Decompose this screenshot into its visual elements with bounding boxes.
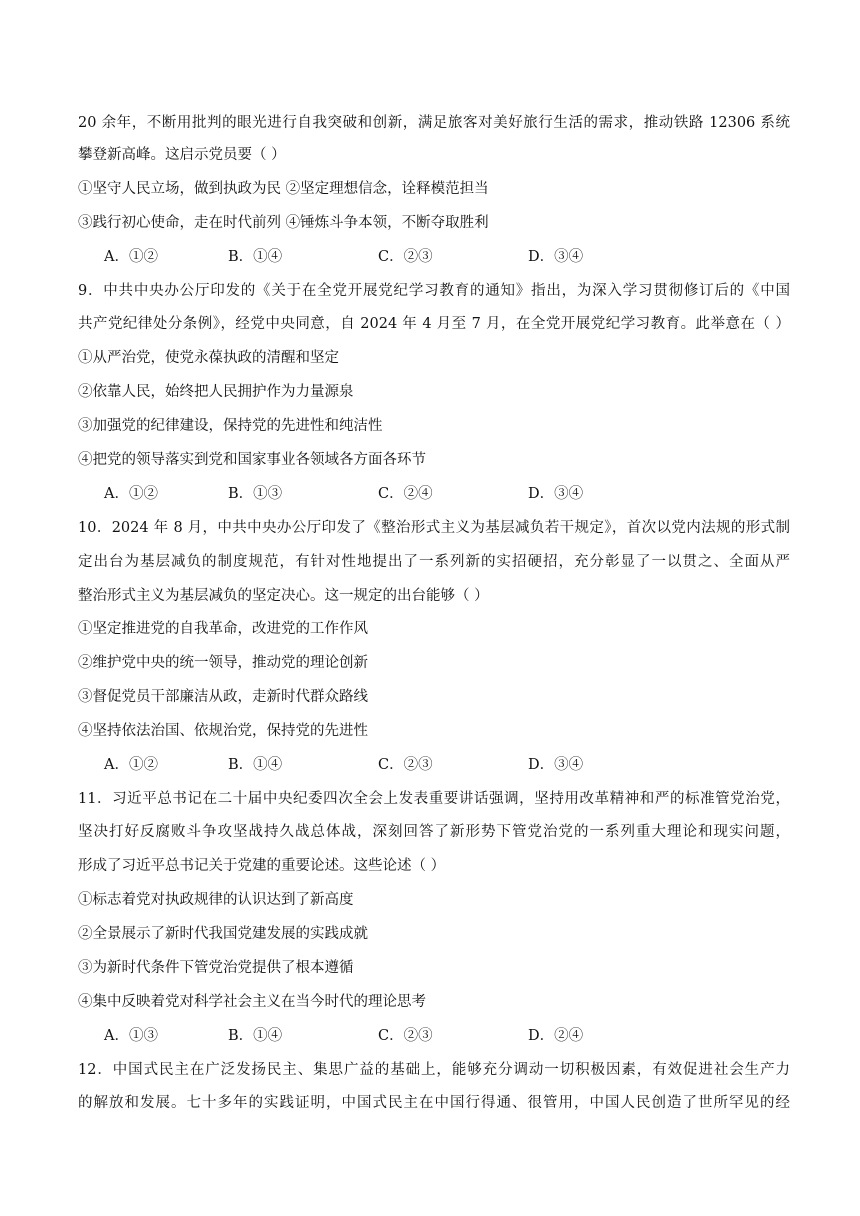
q9-stem-line-1: 9．中共中央办公厅印发的《关于在全党开展党纪学习教育的通知》指出，为深入学习贯彻修订后的《中国 bbox=[78, 283, 790, 299]
q10-option-a[interactable]: A．①② bbox=[104, 757, 158, 773]
q10-stem-line-2: 定出台为基层减负的制度规范，有针对性地提出了一系列新的实招硬招，充分彰显了一以贯之、全面从严 bbox=[78, 554, 790, 570]
q9-option-c[interactable]: C．②④ bbox=[378, 486, 433, 502]
q10-option-b[interactable]: B．①④ bbox=[228, 757, 283, 773]
q10-stem-line-1: 10．2024 年 8 月，中共中央办公厅印发了《整治形式主义为基层减负若干规定》，首次以党内法规的形式制 bbox=[78, 520, 790, 536]
q11-statement-4: ④集中反映着党对科学社会主义在当今时代的理论思考 bbox=[78, 994, 426, 1010]
q11-statement-3: ③为新时代条件下管党治党提供了根本遵循 bbox=[78, 960, 354, 976]
q12-stem-line-2: 的解放和发展。七十多年的实践证明，中国式民主在中国行得通、很管用，中国人民创造了世所罕见的经 bbox=[78, 1095, 790, 1111]
q9-statement-3: ③加强党的纪律建设，保持党的先进性和纯洁性 bbox=[78, 418, 383, 434]
q9-stem-line-2: 共产党纪律处分条例》，经党中央同意，自 2024 年 4 月至 7 月，在全党开展党纪学习教育。此举意在（ ） bbox=[78, 316, 790, 332]
q8-statement-3-4: ③践行初心使命，走在时代前列 ④锤炼斗争本领，不断夺取胜利 bbox=[78, 215, 489, 231]
q11-statement-1: ①标志着党对执政规律的认识达到了新高度 bbox=[78, 892, 354, 908]
q9-option-d[interactable]: D．③④ bbox=[528, 486, 584, 502]
q8-statement-1-2: ①坚守人民立场，做到执政为民 ②坚定理想信念，诠释模范担当 bbox=[78, 181, 489, 197]
q9-option-a[interactable]: A．①② bbox=[104, 486, 158, 502]
q8-stem-line-1: 20 余年，不断用批判的眼光进行自我突破和创新，满足旅客对美好旅行生活的需求，推动铁路 12306 系统 bbox=[78, 115, 790, 131]
q9-statement-1: ①从严治党，使党永葆执政的清醒和坚定 bbox=[78, 350, 339, 366]
q11-option-d[interactable]: D．②④ bbox=[528, 1028, 584, 1044]
q8-option-b[interactable]: B．①④ bbox=[228, 249, 283, 265]
q11-stem-line-1: 11．习近平总书记在二十届中央纪委四次全会上发表重要讲话强调，坚持用改革精神和严的标准管党治党， bbox=[78, 791, 790, 807]
q8-option-a[interactable]: A．①② bbox=[104, 249, 158, 265]
q8-option-c[interactable]: C．②③ bbox=[378, 249, 433, 265]
q11-stem-line-2: 坚决打好反腐败斗争攻坚战持久战总体战，深刻回答了新形势下管党治党的一系列重大理论和现实问题， bbox=[78, 824, 790, 840]
q10-statement-1: ①坚定推进党的自我革命，改进党的工作作风 bbox=[78, 621, 368, 637]
q10-option-d[interactable]: D．③④ bbox=[528, 757, 584, 773]
q12-stem-line-1: 12．中国式民主在广泛发扬民主、集思广益的基础上，能够充分调动一切积极因素，有效促进社会生产力 bbox=[78, 1062, 790, 1078]
q11-option-a[interactable]: A．①③ bbox=[104, 1028, 158, 1044]
q9-option-b[interactable]: B．①③ bbox=[228, 486, 283, 502]
q11-stem-line-3: 形成了习近平总书记关于党建的重要论述。这些论述（ ） bbox=[78, 858, 446, 874]
q11-statement-2: ②全景展示了新时代我国党建发展的实践成就 bbox=[78, 926, 368, 942]
q10-statement-4: ④坚持依法治国、依规治党，保持党的先进性 bbox=[78, 723, 368, 739]
q10-option-c[interactable]: C．②③ bbox=[378, 757, 433, 773]
q10-statement-2: ②维护党中央的统一领导，推动党的理论创新 bbox=[78, 655, 368, 671]
q10-stem-line-3: 整治形式主义为基层减负的坚定决心。这一规定的出台能够（ ） bbox=[78, 588, 489, 604]
q8-stem-line-2: 攀登新高峰。这启示党员要（ ） bbox=[78, 147, 286, 163]
q8-option-d[interactable]: D．③④ bbox=[528, 249, 584, 265]
q10-statement-3: ③督促党员干部廉洁从政，走新时代群众路线 bbox=[78, 689, 368, 705]
q11-option-c[interactable]: C．②③ bbox=[378, 1028, 433, 1044]
q9-statement-4: ④把党的领导落实到党和国家事业各领域各方面各环节 bbox=[78, 452, 426, 468]
q11-option-b[interactable]: B．①④ bbox=[228, 1028, 283, 1044]
q9-statement-2: ②依靠人民，始终把人民拥护作为力量源泉 bbox=[78, 384, 354, 400]
